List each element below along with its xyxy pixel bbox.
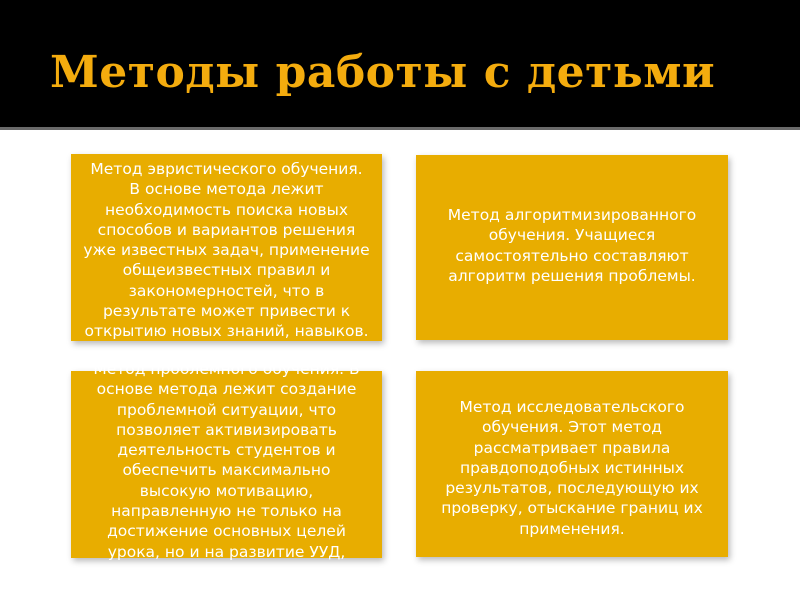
header-divider [0,127,800,130]
card-line: Метод исследовательского [459,398,685,416]
card-line: открытию новых знаний, навыков. [84,322,369,341]
card-line: высокую мотивацию, [139,481,314,500]
card-line: Метод эвристического обучения. [90,160,363,178]
card-line: деятельность студентов и [117,441,336,460]
card-line: проверку, отыскание границ их [441,499,703,518]
card-line: обеспечить максимально [122,461,331,480]
card-line: Метод алгоритмизированного [447,206,697,224]
card-text [77,359,376,562]
card-line: рассматривает правила [473,438,671,457]
card-heuristic-method [71,154,382,341]
card-research-method [416,371,728,557]
card-line: урока, но и на развитие УУД, [107,542,346,561]
card-line: общеизвестных правил и [122,261,331,280]
card-line: В основе метода лежит [129,180,324,199]
card-text [422,397,722,539]
title-bar [0,0,800,127]
card-line: позволяет активизировать [116,420,337,439]
card-line: основе метода лежит создание [96,380,357,399]
card-text [422,205,722,286]
card-line: правдоподобных истинных [459,458,685,477]
card-line: уже известных задач, применение [83,241,370,260]
card-line: необходимость поиска новых [104,200,349,219]
card-line: алгоритм решения проблемы. [448,266,696,285]
slide-title: Методы работы с детьми [50,47,716,98]
card-line: Метод проблемного обучения. В [93,360,360,378]
card-line: самостоятельно составляют [455,246,689,265]
card-line: обучения. Учащиеся [488,226,656,245]
card-line: способов и вариантов решения [97,220,356,239]
card-text [77,159,376,342]
card-line: достижение основных целей [107,522,346,541]
card-line: применения. [519,519,625,538]
card-algorithmic-method [416,155,728,340]
card-line: направленную не только на [111,502,342,521]
card-line: результатов, последующую их [445,479,699,498]
card-line: обучения. Этот метод [481,418,663,437]
card-problem-method [71,360,382,561]
card-line: результате может привести к [102,302,351,321]
card-line: закономерностей, что в [128,281,325,300]
card-line: проблемной ситуации, что [116,400,337,419]
